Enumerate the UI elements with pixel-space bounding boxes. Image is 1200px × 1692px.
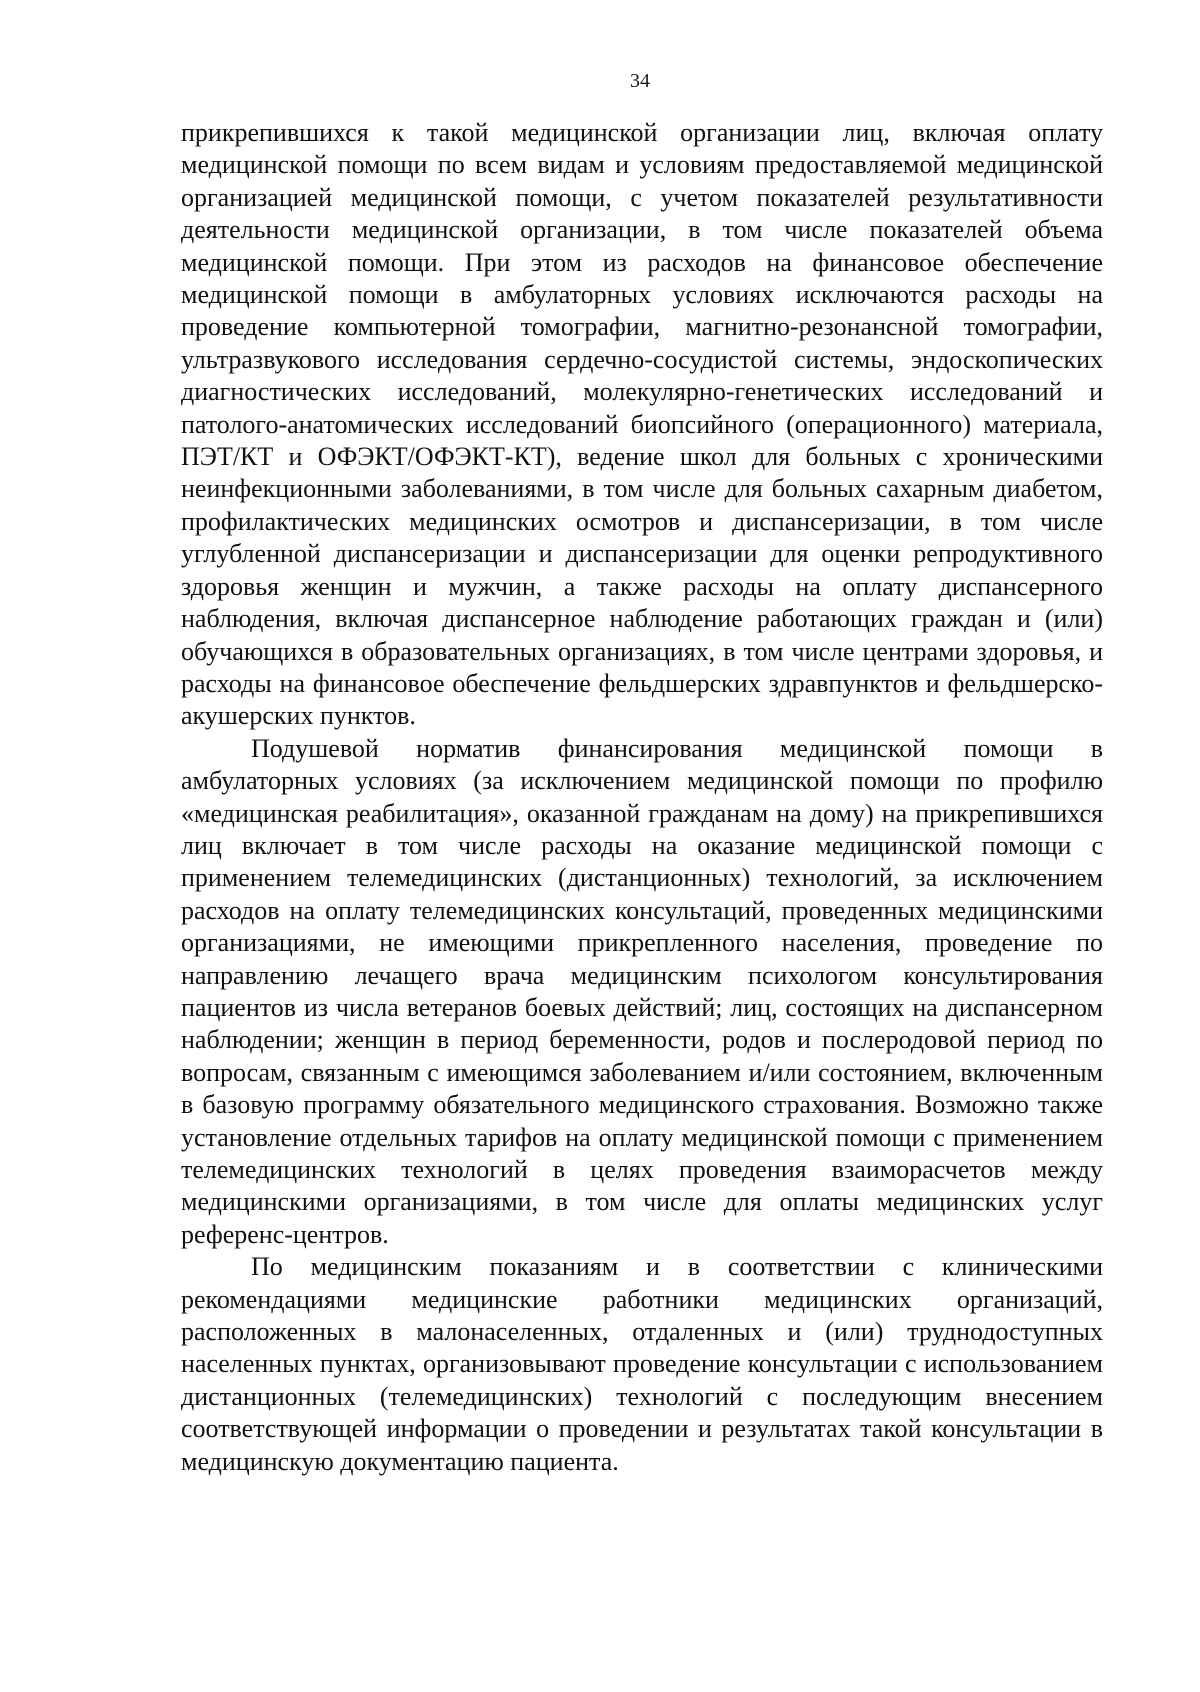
paragraph-telemedicine-consultation: По медицинским показаниям и в соответствии с клиническими рекомендациями медицинские работники медицинских организаций, расположенных в малонаселенных, отдаленных и (или) труднодоступных населенных пунктах, организовывают проведение консультации с использованием дистанционных (телемедицинских) технологий с последующим внесением соответствующей информации о проведении и результатах такой консультации в медицинскую документацию пациента. <box>181 1252 1103 1476</box>
paragraph-continuation: прикрепившихся к такой медицинской организации лиц, включая оплату медицинской помощи по всем видам и условиям предоставляемой медицинской организацией медицинской помощи, с учетом показателей результативности деятельности медицинской организации, в том числе показателей объема медицинской помощи. При этом из расходов на финансовое обеспечение медицинской помощи в амбулаторных условиях исключаются расходы на проведение компьютерной томографии, магнитно-резонансной томографии, ультразвукового исследования сердечно-сосудистой системы, эндоскопических диагностических исследований, молекулярно-генетических исследований и патолого-анатомических исследований биопсийного (операционного) материала, ПЭТ/КТ и ОФЭКТ/ОФЭКТ-КТ), ведение школ для больных с хроническими неинфекционными заболеваниями, в том числе для больных сахарным диабетом, профилактических медицинских осмотров и диспансеризации, в том числе углубленной диспансеризации и диспансеризации для оценки репродуктивного здоровья женщин и мужчин, а также расходы на оплату диспансерного наблюдения, включая диспансерное наблюдение работающих граждан и (или) обучающихся в образовательных организациях, в том числе центрами здоровья, и расходы на финансовое обеспечение фельдшерских здравпунктов и фельдшерско-акушерских пунктов. <box>181 118 1103 731</box>
document-body <box>181 117 1103 1478</box>
paragraph-per-capita-standard: Подушевой норматив финансирования медицинской помощи в амбулаторных условиях (за исключением медицинской помощи по профилю «медицинская реабилитация», оказанной гражданам на дому) на прикрепившихся лиц включает в том числе расходы на оказание медицинской помощи с применением телемедицинских (дистанционных) технологий, за исключением расходов на оплату телемедицинских консультаций, проведенных медицинскими организациями, не имеющими прикрепленного населения, проведение по направлению лечащего врача медицинским психологом консультирования пациентов из числа ветеранов боевых действий; лиц, состоящих на диспансерном наблюдении; женщин в период беременности, родов и послеродовой период по вопросам, связанным с имеющимся заболеванием и/или состоянием, включенным в базовую программу обязательного медицинского страхования. Возможно также установление отдельных тарифов на оплату медицинской помощи с применением телемедицинских технологий в целях проведения взаиморасчетов между медицинскими организациями, в том числе для оплаты медицинских услуг референс-центров. <box>181 733 1103 1249</box>
page-number: 34 <box>630 70 650 92</box>
